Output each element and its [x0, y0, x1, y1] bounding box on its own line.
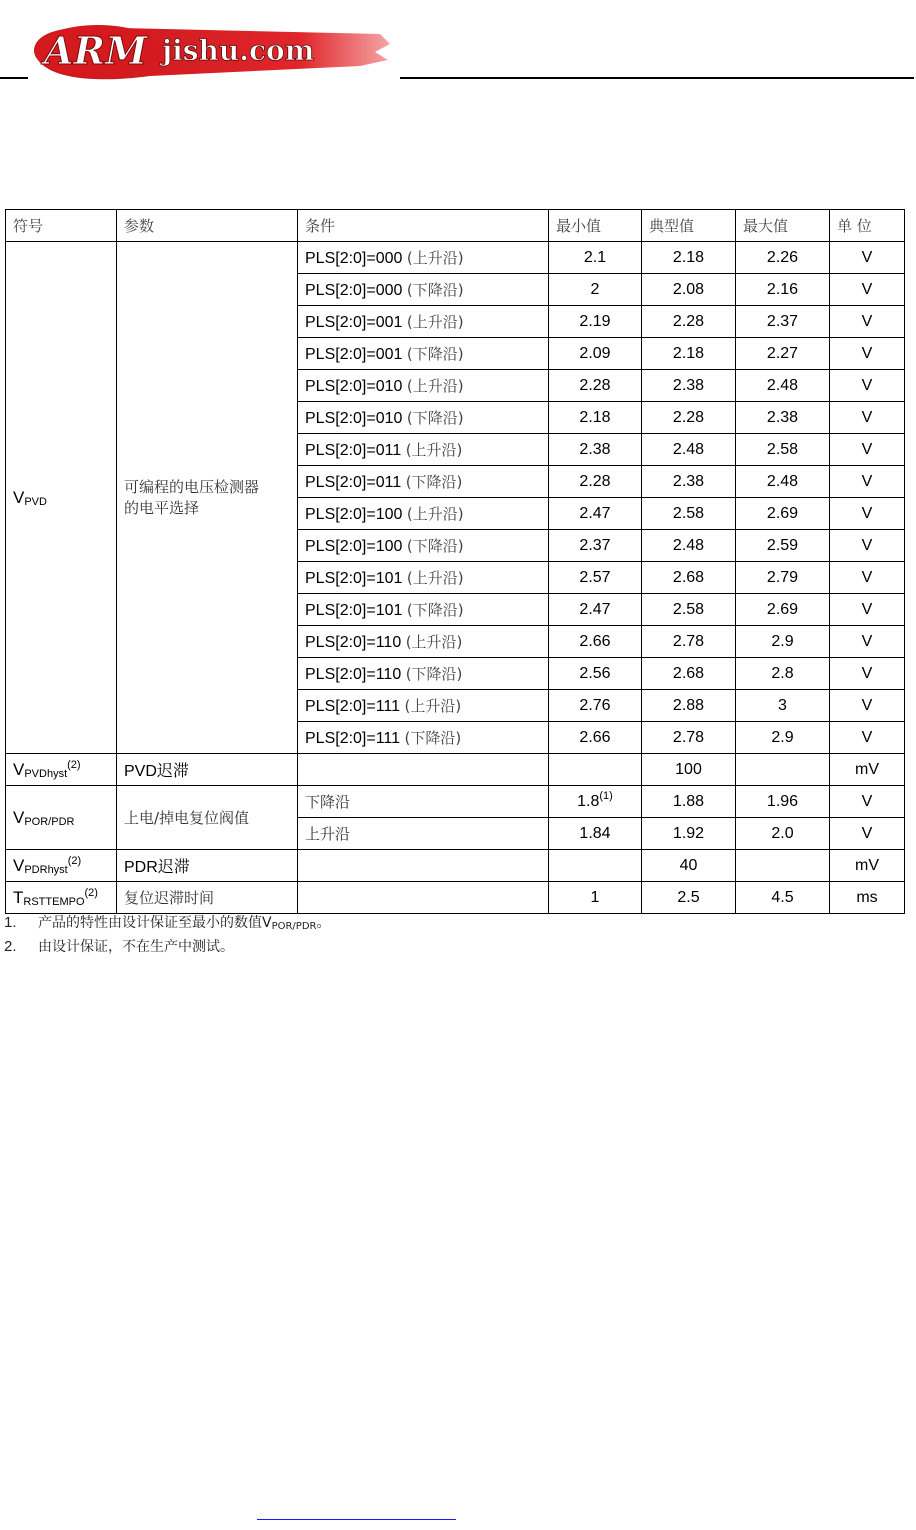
min-cell: 2.76 [549, 690, 642, 722]
unit-cell: V [830, 594, 905, 626]
unit-cell: V [830, 242, 905, 274]
typ-cell: 2.58 [642, 594, 736, 626]
typ-cell: 1.88 [642, 786, 736, 818]
symbol-footnote: (2) [84, 886, 98, 899]
symbol-cell [6, 786, 117, 850]
note-text-main: 产品的特性由设计保证至最小的数值V [38, 915, 272, 931]
header-symbol: 符号 [6, 210, 117, 242]
min-value: 1.8 [577, 792, 600, 810]
min-cell: 2.1 [549, 242, 642, 274]
parameter-cell [117, 242, 298, 754]
condition-edge: (上升沿) [405, 441, 463, 459]
condition-edge: (上升沿) [406, 313, 464, 331]
condition-cell [298, 658, 549, 690]
table-row [6, 786, 905, 818]
condition-edge: (上升沿) [404, 697, 462, 715]
condition-code: PLS[2:0]=101 [305, 570, 403, 587]
symbol-subscript: PVD [24, 495, 47, 508]
symbol-cell [6, 850, 117, 882]
condition-code: PLS[2:0]=011 [305, 474, 402, 491]
max-cell: 4.5 [736, 882, 830, 914]
symbol-footnote: (2) [67, 758, 81, 771]
table-header-row [6, 210, 905, 242]
condition-cell [298, 274, 549, 306]
unit-cell: V [830, 402, 905, 434]
min-cell [549, 754, 642, 786]
condition-edge: (下降沿) [406, 409, 464, 427]
condition-code: PLS[2:0]=011 [305, 442, 402, 459]
max-cell: 1.96 [736, 786, 830, 818]
symbol-letter: V [13, 759, 25, 779]
condition-code: PLS[2:0]=110 [305, 634, 402, 651]
unit-cell: V [830, 562, 905, 594]
header-parameter: 参数 [117, 210, 298, 242]
condition-code: PLS[2:0]=101 [305, 602, 403, 619]
unit-cell: ms [830, 882, 905, 914]
min-cell: 2.56 [549, 658, 642, 690]
max-cell: 2.9 [736, 722, 830, 754]
typ-cell: 1.92 [642, 818, 736, 850]
min-cell: 2.28 [549, 370, 642, 402]
condition-cell [298, 626, 549, 658]
min-cell: 1.84 [549, 818, 642, 850]
typ-cell: 2.18 [642, 242, 736, 274]
typ-cell: 2.38 [642, 370, 736, 402]
note-text-tail: 。 [316, 915, 331, 931]
table-row [6, 754, 905, 786]
min-cell: 2.66 [549, 626, 642, 658]
table-notes [4, 912, 804, 958]
typ-cell: 2.78 [642, 722, 736, 754]
logo-site-text: jishu.com [162, 34, 315, 67]
condition-code: PLS[2:0]=001 [305, 346, 403, 363]
unit-cell: V [830, 722, 905, 754]
condition-edge: (上升沿) [406, 377, 464, 395]
note-2 [4, 936, 804, 958]
header-rule-left [0, 77, 28, 79]
typ-cell: 100 [642, 754, 736, 786]
unit-cell: V [830, 498, 905, 530]
max-cell: 2.79 [736, 562, 830, 594]
condition-code: PLS[2:0]=010 [305, 378, 403, 395]
typ-cell: 2.28 [642, 306, 736, 338]
condition-cell [298, 690, 549, 722]
table-row [6, 850, 905, 882]
parameter-line-2: 的电平选择 [124, 498, 200, 517]
condition-cell [298, 722, 549, 754]
typ-cell: 2.68 [642, 562, 736, 594]
unit-cell: V [830, 274, 905, 306]
unit-cell: V [830, 370, 905, 402]
condition-code: PLS[2:0]=100 [305, 506, 403, 523]
unit-cell: V [830, 466, 905, 498]
min-cell: 2.47 [549, 594, 642, 626]
unit-cell: V [830, 786, 905, 818]
min-cell: 2.38 [549, 434, 642, 466]
condition-edge: (下降沿) [404, 729, 462, 747]
max-cell: 2.0 [736, 818, 830, 850]
parameter-cell: PDR迟滞 [117, 850, 298, 882]
typ-cell: 2.5 [642, 882, 736, 914]
min-cell: 2.28 [549, 466, 642, 498]
condition-cell [298, 242, 549, 274]
header-max: 最大值 [736, 210, 830, 242]
note-text [38, 912, 330, 936]
max-cell [736, 754, 830, 786]
max-cell: 3 [736, 690, 830, 722]
note-number: 2. [4, 938, 17, 955]
note-subscript: POR/PDR [271, 921, 317, 932]
max-cell: 2.69 [736, 594, 830, 626]
min-cell: 2.66 [549, 722, 642, 754]
unit-cell: V [830, 690, 905, 722]
condition-cell [298, 338, 549, 370]
condition-code: PLS[2:0]=001 [305, 314, 403, 331]
max-cell: 2.69 [736, 498, 830, 530]
unit-cell: V [830, 818, 905, 850]
min-cell [549, 786, 642, 818]
condition-cell [298, 370, 549, 402]
condition-cell [298, 594, 549, 626]
header-rule-right [400, 77, 914, 79]
min-cell: 2 [549, 274, 642, 306]
symbol-subscript: RSTTEMPO [23, 895, 85, 908]
unit-cell: V [830, 658, 905, 690]
note-1 [4, 912, 804, 936]
condition-edge: (上升沿) [406, 505, 464, 523]
parameter-cell: PVD迟滞 [117, 754, 298, 786]
max-cell: 2.16 [736, 274, 830, 306]
condition-cell [298, 850, 549, 882]
symbol-letter: V [13, 855, 25, 875]
unit-cell: V [830, 306, 905, 338]
condition-code: PLS[2:0]=000 [305, 282, 403, 299]
symbol-footnote: (2) [67, 854, 82, 867]
note-number: 1. [4, 914, 17, 931]
typ-cell: 2.58 [642, 498, 736, 530]
typ-cell: 2.08 [642, 274, 736, 306]
typ-cell: 2.78 [642, 626, 736, 658]
min-cell: 2.47 [549, 498, 642, 530]
max-cell: 2.38 [736, 402, 830, 434]
condition-cell [298, 562, 549, 594]
min-cell: 2.09 [549, 338, 642, 370]
typ-cell: 2.88 [642, 690, 736, 722]
condition-code: PLS[2:0]=111 [305, 698, 401, 715]
condition-code: PLS[2:0]=110 [305, 666, 402, 683]
condition-code: PLS[2:0]=111 [305, 730, 401, 747]
condition-edge: (上升沿) [405, 633, 463, 651]
header-typ: 典型值 [642, 210, 736, 242]
condition-edge: (下降沿) [406, 345, 464, 363]
condition-code: PLS[2:0]=000 [305, 250, 403, 267]
condition-cell [298, 530, 549, 562]
unit-cell: mV [830, 754, 905, 786]
pvd-spec-table [5, 209, 905, 914]
symbol-subscript: POR/PDR [24, 815, 75, 828]
unit-cell: mV [830, 850, 905, 882]
max-cell: 2.27 [736, 338, 830, 370]
max-cell: 2.59 [736, 530, 830, 562]
condition-cell: 下降沿 [298, 786, 549, 818]
logo-arm-text: ARM [44, 28, 148, 73]
condition-edge: (下降沿) [406, 601, 464, 619]
parameter-cell: 上电/掉电复位阀值 [117, 786, 298, 850]
condition-cell [298, 434, 549, 466]
symbol-letter: V [13, 487, 25, 507]
typ-cell: 2.48 [642, 434, 736, 466]
condition-cell [298, 754, 549, 786]
note-text: 由设计保证，不在生产中测试。 [38, 939, 234, 955]
condition-edge: (下降沿) [406, 537, 464, 555]
condition-code: PLS[2:0]=010 [305, 410, 403, 427]
min-cell: 2.57 [549, 562, 642, 594]
header-min: 最小值 [549, 210, 642, 242]
parameter-line-1: 可编程的电压检测器 [124, 477, 260, 496]
parameter-cell: 复位迟滞时间 [117, 882, 298, 914]
min-cell: 1 [549, 882, 642, 914]
symbol-subscript: PDRhyst [24, 863, 68, 876]
condition-cell [298, 498, 549, 530]
typ-cell: 2.68 [642, 658, 736, 690]
header-unit: 单 位 [830, 210, 905, 242]
armjishu-logo[interactable] [30, 20, 390, 86]
typ-cell: 40 [642, 850, 736, 882]
condition-cell: 上升沿 [298, 818, 549, 850]
condition-edge: (上升沿) [406, 569, 464, 587]
unit-cell: V [830, 626, 905, 658]
symbol-letter: T [13, 887, 24, 907]
symbol-subscript: PVDhyst [24, 767, 68, 780]
min-cell: 2.37 [549, 530, 642, 562]
symbol-cell [6, 882, 117, 914]
typ-cell: 2.18 [642, 338, 736, 370]
footer-link-underline[interactable] [257, 1519, 456, 1520]
typ-cell: 2.38 [642, 466, 736, 498]
min-cell: 2.19 [549, 306, 642, 338]
table-row [6, 882, 905, 914]
min-cell: 2.18 [549, 402, 642, 434]
typ-cell: 2.48 [642, 530, 736, 562]
condition-cell [298, 402, 549, 434]
max-cell: 2.37 [736, 306, 830, 338]
condition-code: PLS[2:0]=100 [305, 538, 403, 555]
condition-cell [298, 306, 549, 338]
max-cell: 2.26 [736, 242, 830, 274]
typ-cell: 2.28 [642, 402, 736, 434]
condition-edge: (下降沿) [405, 665, 463, 683]
symbol-cell [6, 754, 117, 786]
unit-cell: V [830, 434, 905, 466]
unit-cell: V [830, 530, 905, 562]
condition-edge: (上升沿) [406, 249, 464, 267]
max-cell: 2.48 [736, 466, 830, 498]
max-cell: 2.9 [736, 626, 830, 658]
condition-edge: (下降沿) [406, 281, 464, 299]
condition-edge: (下降沿) [405, 473, 463, 491]
max-cell: 2.58 [736, 434, 830, 466]
symbol-cell [6, 242, 117, 754]
max-cell [736, 850, 830, 882]
max-cell: 2.8 [736, 658, 830, 690]
min-footnote: (1) [599, 789, 613, 802]
header-condition: 条件 [298, 210, 549, 242]
condition-cell [298, 882, 549, 914]
condition-cell [298, 466, 549, 498]
max-cell: 2.48 [736, 370, 830, 402]
symbol-letter: V [13, 807, 25, 827]
min-cell [549, 850, 642, 882]
unit-cell: V [830, 338, 905, 370]
table-row [6, 242, 905, 274]
